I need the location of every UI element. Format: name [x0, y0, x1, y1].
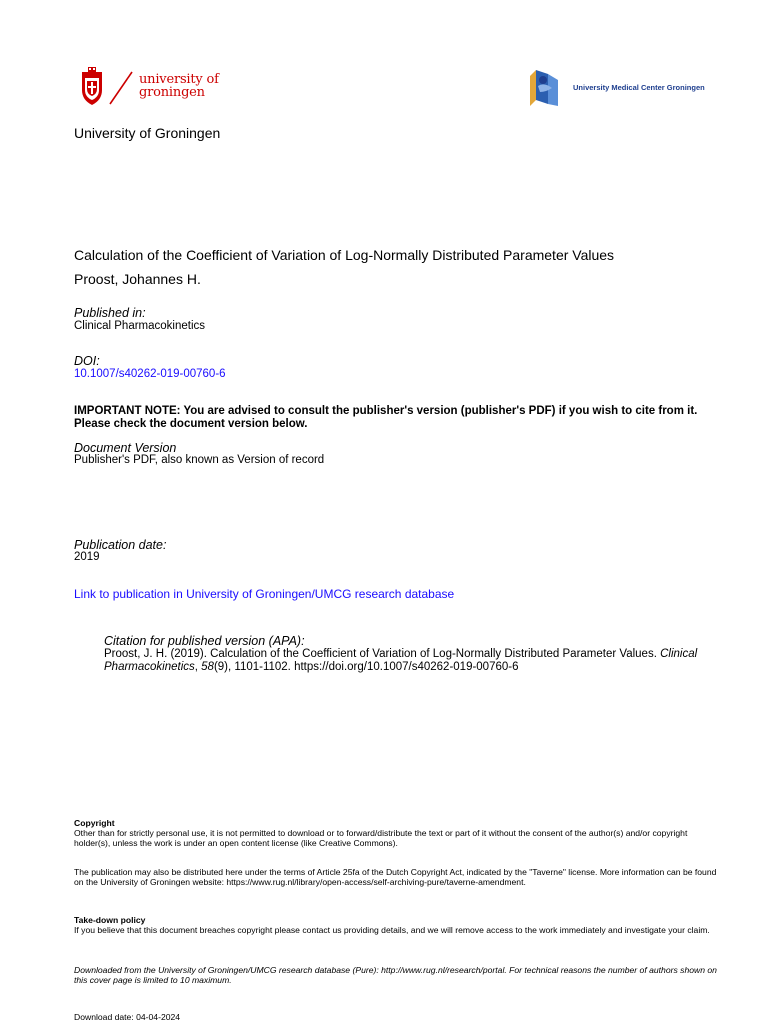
umcg-logo	[526, 66, 706, 110]
university-of-groningen-logo	[78, 66, 228, 110]
rug-logo-line2: groningen	[139, 85, 205, 100]
published-in-label: Published in:	[74, 306, 146, 320]
takedown-text: If you believe that this document breaches copyright please contact us providing details, and we will remove access to the work immediately and investigate your claim.	[74, 925, 710, 935]
research-database-link[interactable]: Link to publication in University of Groningen/UMCG research database	[74, 587, 455, 601]
citation-part2: ,	[194, 661, 202, 673]
document-version-value: Publisher's PDF, also known as Version of record	[74, 454, 325, 466]
download-date: Download date: 04-04-2024	[74, 1012, 181, 1022]
umcg-logo-text: University Medical Center Groningen	[573, 83, 705, 92]
takedown-heading: Take-down policy	[74, 915, 146, 925]
publication-date-label: Publication date:	[74, 538, 167, 552]
taverne-notice: The publication may also be distributed here under the terms of Article 25fa of the Dutch Copyright Act, indicated by the "Taverne" license. More information can be found on the University of Groningen website: https://www.rug.nl/library/open-access/self-archiving-pure/taverne-amendment.	[74, 867, 717, 887]
important-note: IMPORTANT NOTE: You are advised to consult the publisher's version (publisher's PDF) if you wish to cite from it. Please check the document version below.	[74, 405, 698, 430]
publication-title: Calculation of the Coefficient of Variation of Log-Normally Distributed Parameter Values	[74, 247, 615, 263]
citation-volume: 58	[201, 661, 214, 673]
downloaded-from-notice: Downloaded from the University of Groningen/UMCG research database (Pure): http://www.rug.nl/research/portal. For technical reasons the number of authors shown on this cover page is limited to 10 maximum.	[74, 965, 717, 985]
rug-coat-of-arms-icon	[78, 66, 106, 106]
citation-label: Citation for published version (APA):	[104, 634, 305, 648]
rug-logo-line1: university of	[139, 72, 219, 87]
citation-text	[104, 648, 724, 674]
citation-part3: (9), 1101-1102. https://doi.org/10.1007/s40262-019-00760-6	[213, 661, 519, 673]
rug-logo-divider-icon	[108, 70, 134, 106]
document-version-label: Document Version	[74, 441, 177, 455]
copyright-heading: Copyright	[74, 818, 115, 828]
doi-label: DOI:	[74, 354, 100, 368]
umcg-emblem-icon	[526, 66, 564, 110]
citation-journal: Clinical Pharmacokinetics	[104, 648, 698, 673]
citation-part1: Proost, J. H. (2019). Calculation of the Coefficient of Variation of Log-Normally Distributed Parameter Values.	[104, 648, 661, 660]
published-in-value: Clinical Pharmacokinetics	[74, 320, 206, 332]
institution-name: University of Groningen	[74, 125, 221, 141]
copyright-text: Other than for strictly personal use, it is not permitted to download or to forward/distribute the text or part of it without the consent of the author(s) and/or copyright holder(s), unless the work is under an open content license (like Creative Commons).	[74, 828, 688, 848]
doi-link[interactable]: 10.1007/s40262-019-00760-6	[74, 368, 226, 380]
publication-author: Proost, Johannes H.	[74, 271, 201, 287]
publication-date-value: 2019	[74, 551, 100, 563]
